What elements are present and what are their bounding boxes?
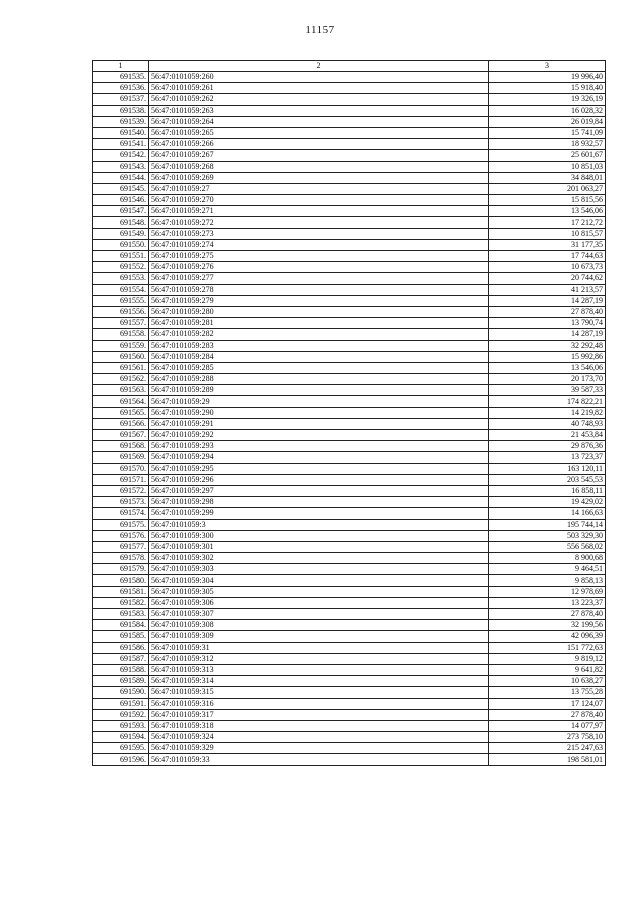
row-number: 691535.	[93, 72, 149, 83]
cadastral-value: 9 464,51	[489, 564, 606, 575]
row-number: 691594.	[93, 732, 149, 743]
row-number: 691561.	[93, 362, 149, 373]
cadastral-number: 56:47:0101059:296	[149, 474, 489, 485]
cadastral-number: 56:47:0101059:315	[149, 687, 489, 698]
row-number: 691591.	[93, 698, 149, 709]
page-number: 11157	[305, 24, 335, 36]
row-number: 691588.	[93, 664, 149, 675]
cadastral-number: 56:47:0101059:324	[149, 732, 489, 743]
table-row	[93, 452, 606, 463]
column-header-1: 1	[93, 61, 149, 72]
cadastral-value: 32 292,48	[489, 340, 606, 351]
table-row	[93, 385, 606, 396]
table-row	[93, 329, 606, 340]
table-row	[93, 284, 606, 295]
table-row	[93, 553, 606, 564]
table-row	[93, 709, 606, 720]
cadastral-number: 56:47:0101059:302	[149, 553, 489, 564]
cadastral-number: 56:47:0101059:295	[149, 463, 489, 474]
cadastral-value: 174 822,21	[489, 396, 606, 407]
cadastral-number: 56:47:0101059:290	[149, 407, 489, 418]
cadastral-value: 16 858,11	[489, 485, 606, 496]
row-number: 691587.	[93, 653, 149, 664]
table-row	[93, 418, 606, 429]
cadastral-value: 17 124,07	[489, 698, 606, 709]
cadastral-value: 20 173,70	[489, 374, 606, 385]
cadastral-number: 56:47:0101059:285	[149, 362, 489, 373]
cadastral-number: 56:47:0101059:318	[149, 720, 489, 731]
table-row	[93, 508, 606, 519]
row-number: 691544.	[93, 172, 149, 183]
cadastral-number: 56:47:0101059:264	[149, 116, 489, 127]
table-row	[93, 407, 606, 418]
table-row	[93, 150, 606, 161]
row-number: 691550.	[93, 239, 149, 250]
cadastral-number: 56:47:0101059:267	[149, 150, 489, 161]
row-number: 691553.	[93, 273, 149, 284]
row-number: 691585.	[93, 631, 149, 642]
cadastral-value: 556 568,02	[489, 541, 606, 552]
cadastral-number: 56:47:0101059:271	[149, 206, 489, 217]
cadastral-number: 56:47:0101059:305	[149, 586, 489, 597]
cadastral-value: 195 744,14	[489, 519, 606, 530]
column-header-3: 3	[489, 61, 606, 72]
table-row	[93, 116, 606, 127]
cadastral-number: 56:47:0101059:304	[149, 575, 489, 586]
cadastral-number: 56:47:0101059:313	[149, 664, 489, 675]
table-row	[93, 541, 606, 552]
table-row	[93, 72, 606, 83]
row-number: 691545.	[93, 183, 149, 194]
table-row	[93, 754, 606, 765]
table-row	[93, 83, 606, 94]
cadastral-value: 17 212,72	[489, 217, 606, 228]
table-row	[93, 609, 606, 620]
row-number: 691572.	[93, 485, 149, 496]
table-row	[93, 519, 606, 530]
table-row	[93, 485, 606, 496]
cadastral-number: 56:47:0101059:261	[149, 83, 489, 94]
cadastral-value: 13 790,74	[489, 318, 606, 329]
row-number: 691564.	[93, 396, 149, 407]
cadastral-value: 201 063,27	[489, 183, 606, 194]
cadastral-number: 56:47:0101059:301	[149, 541, 489, 552]
cadastral-number: 56:47:0101059:29	[149, 396, 489, 407]
cadastral-value-table	[92, 60, 606, 766]
row-number: 691557.	[93, 318, 149, 329]
cadastral-value: 9 641,82	[489, 664, 606, 675]
table-row	[93, 195, 606, 206]
cadastral-number: 56:47:0101059:31	[149, 642, 489, 653]
cadastral-value: 14 287,19	[489, 329, 606, 340]
cadastral-number: 56:47:0101059:283	[149, 340, 489, 351]
table-row	[93, 139, 606, 150]
row-number: 691555.	[93, 295, 149, 306]
table-row	[93, 217, 606, 228]
header-row	[93, 61, 606, 72]
table-row	[93, 161, 606, 172]
row-number: 691574.	[93, 508, 149, 519]
cadastral-number: 56:47:0101059:280	[149, 306, 489, 317]
cadastral-number: 56:47:0101059:269	[149, 172, 489, 183]
row-number: 691573.	[93, 497, 149, 508]
cadastral-value: 27 878,40	[489, 709, 606, 720]
cadastral-value: 10 815,57	[489, 228, 606, 239]
cadastral-number: 56:47:0101059:27	[149, 183, 489, 194]
row-number: 691551.	[93, 251, 149, 262]
cadastral-value: 10 638,27	[489, 676, 606, 687]
cadastral-value: 215 247,63	[489, 743, 606, 754]
cadastral-number: 56:47:0101059:265	[149, 127, 489, 138]
cadastral-number: 56:47:0101059:279	[149, 295, 489, 306]
cadastral-value: 203 545,53	[489, 474, 606, 485]
cadastral-value: 21 453,84	[489, 430, 606, 441]
row-number: 691562.	[93, 374, 149, 385]
cadastral-number: 56:47:0101059:281	[149, 318, 489, 329]
cadastral-value: 14 287,19	[489, 295, 606, 306]
row-number: 691560.	[93, 351, 149, 362]
cadastral-value: 14 219,82	[489, 407, 606, 418]
cadastral-number: 56:47:0101059:260	[149, 72, 489, 83]
table-row	[93, 228, 606, 239]
cadastral-value: 19 996,40	[489, 72, 606, 83]
cadastral-number: 56:47:0101059:293	[149, 441, 489, 452]
table-row	[93, 586, 606, 597]
row-number: 691540.	[93, 127, 149, 138]
table-row	[93, 239, 606, 250]
table-row	[93, 463, 606, 474]
cadastral-value: 14 166,63	[489, 508, 606, 519]
cadastral-number: 56:47:0101059:306	[149, 597, 489, 608]
cadastral-number: 56:47:0101059:273	[149, 228, 489, 239]
cadastral-number: 56:47:0101059:3	[149, 519, 489, 530]
table-row	[93, 295, 606, 306]
cadastral-value: 25 601,67	[489, 150, 606, 161]
cadastral-number: 56:47:0101059:312	[149, 653, 489, 664]
table-row	[93, 430, 606, 441]
row-number: 691582.	[93, 597, 149, 608]
cadastral-value: 26 019,84	[489, 116, 606, 127]
cadastral-value: 32 199,56	[489, 620, 606, 631]
row-number: 691563.	[93, 385, 149, 396]
table-row	[93, 351, 606, 362]
cadastral-value: 34 848,01	[489, 172, 606, 183]
row-number: 691542.	[93, 150, 149, 161]
cadastral-number: 56:47:0101059:266	[149, 139, 489, 150]
cadastral-value: 39 587,33	[489, 385, 606, 396]
cadastral-value: 163 120,11	[489, 463, 606, 474]
cadastral-number: 56:47:0101059:277	[149, 273, 489, 284]
cadastral-number: 56:47:0101059:278	[149, 284, 489, 295]
row-number: 691536.	[93, 83, 149, 94]
row-number: 691590.	[93, 687, 149, 698]
cadastral-number: 56:47:0101059:297	[149, 485, 489, 496]
table-row	[93, 172, 606, 183]
cadastral-value: 13 223,37	[489, 597, 606, 608]
row-number: 691584.	[93, 620, 149, 631]
cadastral-number: 56:47:0101059:262	[149, 94, 489, 105]
table-row	[93, 474, 606, 485]
row-number: 691586.	[93, 642, 149, 653]
row-number: 691565.	[93, 407, 149, 418]
table-row	[93, 206, 606, 217]
cadastral-number: 56:47:0101059:288	[149, 374, 489, 385]
cadastral-value: 12 978,69	[489, 586, 606, 597]
cadastral-value: 15 815,56	[489, 195, 606, 206]
row-number: 691575.	[93, 519, 149, 530]
row-number: 691548.	[93, 217, 149, 228]
table-row	[93, 94, 606, 105]
cadastral-number: 56:47:0101059:316	[149, 698, 489, 709]
cadastral-value: 40 748,93	[489, 418, 606, 429]
cadastral-value: 13 546,06	[489, 206, 606, 217]
table-row	[93, 127, 606, 138]
table-row	[93, 374, 606, 385]
cadastral-number: 56:47:0101059:282	[149, 329, 489, 340]
cadastral-number: 56:47:0101059:272	[149, 217, 489, 228]
table-row	[93, 318, 606, 329]
cadastral-number: 56:47:0101059:291	[149, 418, 489, 429]
column-header-2: 2	[149, 61, 489, 72]
cadastral-value: 10 673,73	[489, 262, 606, 273]
row-number: 691558.	[93, 329, 149, 340]
row-number: 691559.	[93, 340, 149, 351]
table-row	[93, 642, 606, 653]
cadastral-value: 273 758,10	[489, 732, 606, 743]
cadastral-number: 56:47:0101059:299	[149, 508, 489, 519]
cadastral-number: 56:47:0101059:289	[149, 385, 489, 396]
cadastral-value: 16 028,32	[489, 105, 606, 116]
row-number: 691546.	[93, 195, 149, 206]
cadastral-number: 56:47:0101059:284	[149, 351, 489, 362]
cadastral-value: 8 900,68	[489, 553, 606, 564]
row-number: 691552.	[93, 262, 149, 273]
cadastral-number: 56:47:0101059:268	[149, 161, 489, 172]
cadastral-value: 14 077,97	[489, 720, 606, 731]
row-number: 691596.	[93, 754, 149, 765]
cadastral-number: 56:47:0101059:292	[149, 430, 489, 441]
cadastral-number: 56:47:0101059:309	[149, 631, 489, 642]
table-row	[93, 575, 606, 586]
cadastral-number: 56:47:0101059:300	[149, 530, 489, 541]
cadastral-value: 9 819,12	[489, 653, 606, 664]
table-row	[93, 396, 606, 407]
table-row	[93, 664, 606, 675]
cadastral-value: 20 744,62	[489, 273, 606, 284]
row-number: 691577.	[93, 541, 149, 552]
cadastral-number: 56:47:0101059:298	[149, 497, 489, 508]
table-row	[93, 698, 606, 709]
row-number: 691541.	[93, 139, 149, 150]
row-number: 691589.	[93, 676, 149, 687]
table-row	[93, 262, 606, 273]
cadastral-number: 56:47:0101059:276	[149, 262, 489, 273]
row-number: 691537.	[93, 94, 149, 105]
cadastral-value: 15 992,86	[489, 351, 606, 362]
table-row	[93, 564, 606, 575]
row-number: 691592.	[93, 709, 149, 720]
cadastral-value: 15 918,40	[489, 83, 606, 94]
table-row	[93, 340, 606, 351]
cadastral-value: 503 329,30	[489, 530, 606, 541]
table-row	[93, 720, 606, 731]
cadastral-value: 13 546,06	[489, 362, 606, 373]
table-row	[93, 732, 606, 743]
cadastral-value: 151 772,63	[489, 642, 606, 653]
cadastral-value: 27 878,40	[489, 306, 606, 317]
row-number: 691556.	[93, 306, 149, 317]
cadastral-number: 56:47:0101059:274	[149, 239, 489, 250]
row-number: 691568.	[93, 441, 149, 452]
table-row	[93, 105, 606, 116]
row-number: 691578.	[93, 553, 149, 564]
cadastral-value: 198 581,01	[489, 754, 606, 765]
row-number: 691571.	[93, 474, 149, 485]
cadastral-number: 56:47:0101059:270	[149, 195, 489, 206]
cadastral-value: 41 213,57	[489, 284, 606, 295]
cadastral-number: 56:47:0101059:307	[149, 609, 489, 620]
table-row	[93, 362, 606, 373]
row-number: 691583.	[93, 609, 149, 620]
cadastral-value: 13 723,37	[489, 452, 606, 463]
cadastral-number: 56:47:0101059:317	[149, 709, 489, 720]
row-number: 691549.	[93, 228, 149, 239]
cadastral-value: 9 858,13	[489, 575, 606, 586]
cadastral-number: 56:47:0101059:303	[149, 564, 489, 575]
cadastral-number: 56:47:0101059:329	[149, 743, 489, 754]
row-number: 691554.	[93, 284, 149, 295]
cadastral-value: 42 096,39	[489, 631, 606, 642]
cadastral-value: 10 851,03	[489, 161, 606, 172]
table-row	[93, 306, 606, 317]
cadastral-value: 19 429,02	[489, 497, 606, 508]
row-number: 691593.	[93, 720, 149, 731]
table-row	[93, 530, 606, 541]
row-number: 691576.	[93, 530, 149, 541]
row-number: 691595.	[93, 743, 149, 754]
cadastral-value: 17 744,63	[489, 251, 606, 262]
cadastral-value: 13 755,28	[489, 687, 606, 698]
cadastral-value: 15 741,09	[489, 127, 606, 138]
table-row	[93, 497, 606, 508]
row-number: 691570.	[93, 463, 149, 474]
table-row	[93, 441, 606, 452]
table-row	[93, 743, 606, 754]
table-row	[93, 676, 606, 687]
row-number: 691579.	[93, 564, 149, 575]
cadastral-number: 56:47:0101059:263	[149, 105, 489, 116]
row-number: 691539.	[93, 116, 149, 127]
table-row	[93, 251, 606, 262]
cadastral-number: 56:47:0101059:275	[149, 251, 489, 262]
table-row	[93, 631, 606, 642]
row-number: 691567.	[93, 430, 149, 441]
row-number: 691581.	[93, 586, 149, 597]
table-row	[93, 597, 606, 608]
table-row	[93, 687, 606, 698]
table-row	[93, 183, 606, 194]
row-number: 691538.	[93, 105, 149, 116]
row-number: 691543.	[93, 161, 149, 172]
table-row	[93, 273, 606, 284]
cadastral-value: 27 878,40	[489, 609, 606, 620]
row-number: 691547.	[93, 206, 149, 217]
row-number: 691566.	[93, 418, 149, 429]
cadastral-number: 56:47:0101059:33	[149, 754, 489, 765]
table-row	[93, 653, 606, 664]
cadastral-value: 31 177,35	[489, 239, 606, 250]
cadastral-number: 56:47:0101059:314	[149, 676, 489, 687]
cadastral-number: 56:47:0101059:294	[149, 452, 489, 463]
table-row	[93, 620, 606, 631]
row-number: 691569.	[93, 452, 149, 463]
cadastral-value: 29 876,36	[489, 441, 606, 452]
row-number: 691580.	[93, 575, 149, 586]
cadastral-number: 56:47:0101059:308	[149, 620, 489, 631]
cadastral-value: 19 326,19	[489, 94, 606, 105]
cadastral-value: 18 932,57	[489, 139, 606, 150]
